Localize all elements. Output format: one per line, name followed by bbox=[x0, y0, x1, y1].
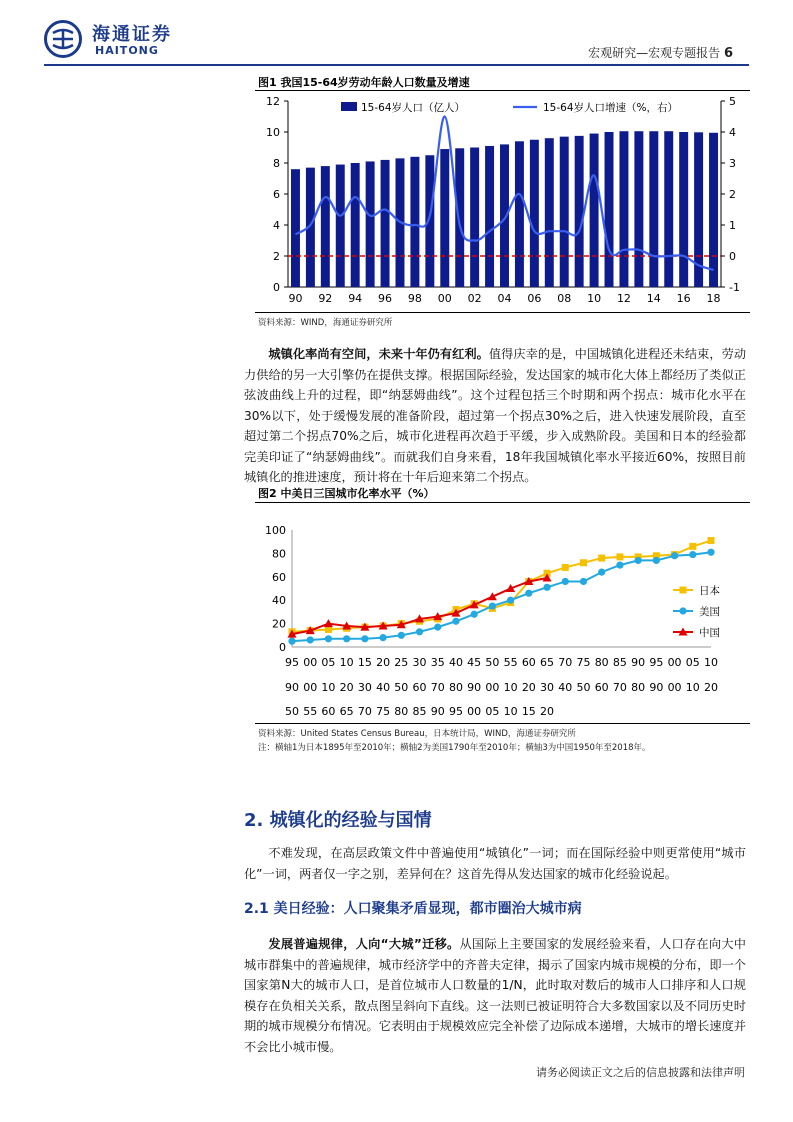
legend-line-label: 15-64岁人口增速（%，右） bbox=[543, 102, 678, 114]
series-marker-0 bbox=[562, 564, 569, 571]
figure2-top-rule bbox=[255, 502, 750, 503]
figure2-note: 注：横轴1为日本1895年至2010年；横轴2为美国1790年至2010年；横轴3为中国1950年至2018年。 bbox=[258, 743, 651, 753]
x-axis3-label: 75 bbox=[376, 705, 391, 718]
series-marker-0 bbox=[708, 537, 715, 544]
x-axis1-label: 70 bbox=[558, 656, 573, 669]
series-marker-1 bbox=[416, 628, 423, 635]
x-axis2-label: 00 bbox=[667, 681, 682, 694]
x-axis1-label: 35 bbox=[430, 656, 445, 669]
y-tick-label: 40 bbox=[272, 594, 286, 608]
right-tick-label: 3 bbox=[729, 157, 736, 170]
x-axis2-label: 00 bbox=[303, 681, 318, 694]
x-axis1-label: 40 bbox=[448, 656, 463, 669]
figure2-chart bbox=[255, 504, 750, 722]
legend-bar-label: 15-64岁人口（亿人） bbox=[361, 102, 466, 114]
series-marker-1 bbox=[452, 618, 459, 625]
bar-population bbox=[590, 134, 599, 287]
x-tick-label: 10 bbox=[587, 292, 602, 305]
header-report-type bbox=[588, 44, 733, 61]
legend-marker-0 bbox=[680, 587, 687, 594]
x-axis2-label: 30 bbox=[357, 681, 372, 694]
x-axis1-label: 50 bbox=[485, 656, 500, 669]
x-axis2-label: 80 bbox=[448, 681, 463, 694]
bar-population bbox=[605, 132, 614, 287]
section2-intro: 不难发现，在高层政策文件中普遍使用“城镇化”一词；而在国际经验中则更常使用“城市化”一词，两者仅一字之别，差异何在？这首先得从发达国家的城市化经验说起。 bbox=[244, 846, 746, 881]
series-marker-1 bbox=[580, 578, 587, 585]
x-tick-label: 14 bbox=[646, 292, 661, 305]
bar-population bbox=[515, 141, 524, 287]
x-axis1-label: 15 bbox=[357, 656, 372, 669]
x-axis3-label: 50 bbox=[285, 705, 299, 718]
series-marker-1 bbox=[288, 638, 295, 645]
x-tick-label: 96 bbox=[378, 292, 393, 305]
x-axis1-label: 10 bbox=[704, 656, 718, 669]
x-axis1-label: 05 bbox=[321, 656, 336, 669]
series-marker-1 bbox=[343, 635, 350, 642]
figure2-source: 资料来源：United States Census Bureau，日本统计局，WIND，海通证券研究所 bbox=[258, 729, 576, 739]
y-tick-label: 0 bbox=[279, 641, 286, 654]
series-marker-1 bbox=[398, 632, 405, 639]
series-line-0 bbox=[292, 541, 711, 632]
bar-population bbox=[410, 157, 419, 287]
series-marker-1 bbox=[471, 611, 478, 618]
x-axis1-label: 20 bbox=[376, 656, 391, 669]
x-axis1-label: 90 bbox=[631, 656, 646, 669]
bar-population bbox=[545, 138, 554, 287]
x-axis3-label: 90 bbox=[430, 705, 445, 718]
series-marker-1 bbox=[671, 552, 678, 559]
x-axis3-label: 60 bbox=[321, 705, 336, 718]
series-marker-1 bbox=[653, 557, 660, 564]
right-tick-label: 0 bbox=[729, 250, 736, 263]
right-tick-label: 5 bbox=[729, 95, 736, 108]
bar-population bbox=[336, 165, 345, 287]
section2-title: 城镇化的经验与国情 bbox=[269, 810, 432, 831]
bar-population bbox=[619, 131, 628, 287]
x-axis2-label: 10 bbox=[321, 681, 336, 694]
x-axis2-label: 00 bbox=[485, 681, 500, 694]
x-tick-label: 02 bbox=[467, 292, 482, 305]
series-marker-0 bbox=[616, 553, 623, 560]
figure1-title: 图1 我国15-64岁劳动年龄人口数量及增速 bbox=[258, 76, 470, 89]
x-tick-label: 06 bbox=[527, 292, 542, 305]
bar-population bbox=[530, 140, 539, 287]
x-axis1-label: 75 bbox=[576, 656, 591, 669]
bar-population bbox=[470, 148, 479, 288]
y-tick-label: 100 bbox=[265, 524, 286, 537]
section21-heading: 2.1 美日经验：人口聚集矛盾显现，都市圈治大城市病 bbox=[244, 901, 582, 917]
paragraph-zipf bbox=[244, 934, 746, 1057]
x-tick-label: 00 bbox=[437, 292, 452, 305]
x-axis2-label: 90 bbox=[285, 681, 299, 694]
bar-population bbox=[649, 131, 658, 287]
x-axis3-label: 95 bbox=[448, 705, 463, 718]
x-axis2-label: 70 bbox=[430, 681, 445, 694]
series-marker-1 bbox=[562, 578, 569, 585]
x-tick-label: 18 bbox=[706, 292, 721, 305]
left-tick-label: 0 bbox=[273, 281, 280, 294]
series-marker-1 bbox=[616, 562, 623, 569]
legend-label-0: 日本 bbox=[699, 585, 720, 597]
x-axis2-label: 20 bbox=[339, 681, 354, 694]
series-marker-1 bbox=[434, 624, 441, 631]
left-tick-label: 8 bbox=[273, 157, 280, 170]
section2-heading bbox=[244, 806, 432, 832]
series-marker-1 bbox=[379, 634, 386, 641]
x-axis3-label: 05 bbox=[485, 705, 500, 718]
x-axis2-label: 90 bbox=[649, 681, 664, 694]
left-tick-label: 6 bbox=[273, 188, 280, 201]
x-axis2-label: 20 bbox=[704, 681, 718, 694]
figure1-bottom-rule bbox=[255, 312, 750, 313]
figure1-chart bbox=[255, 92, 750, 312]
bar-population bbox=[381, 160, 390, 287]
x-axis2-label: 90 bbox=[467, 681, 482, 694]
page-number: 6 bbox=[723, 46, 733, 61]
bar-population bbox=[425, 155, 434, 287]
x-axis2-label: 10 bbox=[503, 681, 518, 694]
x-axis2-label: 60 bbox=[594, 681, 609, 694]
series-marker-1 bbox=[307, 636, 314, 643]
logo-text-cn: 海通证券 bbox=[92, 24, 172, 45]
series-marker-1 bbox=[598, 569, 605, 576]
series-marker-1 bbox=[525, 590, 532, 597]
legend-bar-swatch bbox=[341, 102, 357, 111]
paragraph-urbanization-lead: 城镇化率尚有空间，未来十年仍有红利。 bbox=[268, 347, 489, 361]
x-axis2-label: 10 bbox=[685, 681, 700, 694]
y-tick-label: 20 bbox=[272, 617, 286, 631]
x-axis3-label: 85 bbox=[412, 705, 427, 718]
paragraph-urbanization-body: 值得庆幸的是，中国城镇化进程还未结束，劳动力供给的另一大引擎仍在提供支撑。根据国际经验，发达国家的城市化大体上都经历了类似正弦波曲线上升的过程，即“纳瑟姆曲线”。这个过程包括三个时期和两个拐点：城市化水平在30%以下，处于缓慢发展的准备阶段，超过第一个拐点30%之后，进入快速发展阶段，直至超过第二个拐点70%之后，城市化进程再次趋于平缓，步入成熟阶段。美国和日本的经验都完美印证了“纳瑟姆曲线”。而就我们自身来看，18年我国城镇化率水平接近60%，按照目前城镇化的推进速度，预计将在十年后迎来第二个拐点。 bbox=[244, 347, 747, 484]
report-type: 宏观研究—宏观专题报告 bbox=[588, 46, 721, 60]
x-axis1-label: 30 bbox=[412, 656, 427, 669]
x-axis2-label: 50 bbox=[576, 681, 591, 694]
x-tick-label: 04 bbox=[497, 292, 512, 305]
x-tick-label: 08 bbox=[557, 292, 572, 305]
figure2-bottom-rule bbox=[255, 723, 750, 724]
left-tick-label: 10 bbox=[266, 126, 280, 139]
bar-population bbox=[634, 131, 643, 287]
logo-mark-icon bbox=[47, 23, 79, 55]
series-marker-1 bbox=[507, 597, 514, 604]
right-tick-label: 1 bbox=[729, 219, 736, 232]
series-marker-1 bbox=[543, 584, 550, 591]
bar-population bbox=[664, 131, 673, 287]
x-axis3-label: 15 bbox=[521, 705, 536, 718]
x-axis2-label: 80 bbox=[631, 681, 646, 694]
legend-label-1: 美国 bbox=[699, 606, 720, 618]
paragraph-zipf-body: 从国际上主要国家的发展经验来看，人口存在向大中城市群集中的普遍规律，城市经济学中的齐普夫定律，揭示了国家内城市规模的分布，即一个国家第N大的城市人口，是首位城市人口数量的1/N，此时取对数后的城市人口排序和人口规模存在负相关关系，散点图呈斜向下直线。这一法则已被证明符合大多数国家以及不同历史时期的城市规模分布情况。它表明由于规模效应完全补偿了边际成本递增，大城市的增长速度并不会比小城市慢。 bbox=[244, 937, 746, 1054]
series-marker-1 bbox=[361, 635, 368, 642]
series-marker-1 bbox=[489, 602, 496, 609]
header-rule bbox=[44, 64, 749, 66]
figure1-top-rule bbox=[255, 90, 750, 91]
x-axis3-label: 00 bbox=[467, 705, 482, 718]
bar-population bbox=[679, 132, 688, 287]
x-axis1-label: 00 bbox=[303, 656, 318, 669]
x-tick-label: 12 bbox=[616, 292, 631, 305]
right-tick-label: -1 bbox=[729, 281, 740, 294]
x-axis3-label: 70 bbox=[357, 705, 372, 718]
footer-disclaimer: 请务必阅读正文之后的信息披露和法律声明 bbox=[536, 1066, 745, 1079]
section2-number: 2. bbox=[244, 810, 264, 831]
x-axis2-label: 40 bbox=[558, 681, 573, 694]
x-tick-label: 16 bbox=[676, 292, 691, 305]
bar-population bbox=[575, 136, 584, 287]
legend-marker-1 bbox=[679, 607, 686, 614]
series-marker-0 bbox=[580, 559, 587, 566]
x-axis2-label: 30 bbox=[540, 681, 555, 694]
left-tick-label: 2 bbox=[273, 250, 280, 263]
x-axis1-label: 45 bbox=[467, 656, 482, 669]
x-axis1-label: 00 bbox=[667, 656, 682, 669]
x-axis2-label: 20 bbox=[521, 681, 536, 694]
x-axis1-label: 25 bbox=[394, 656, 409, 669]
paragraph-zipf-lead: 发展普遍规律，人向“大城”迁移。 bbox=[268, 937, 460, 951]
x-axis1-label: 05 bbox=[685, 656, 700, 669]
series-marker-1 bbox=[689, 551, 696, 558]
bar-population bbox=[440, 149, 449, 287]
x-axis1-label: 10 bbox=[339, 656, 354, 669]
bar-population bbox=[321, 166, 330, 287]
x-axis3-label: 65 bbox=[339, 705, 354, 718]
bar-population bbox=[455, 148, 464, 287]
bar-population bbox=[560, 137, 569, 287]
paragraph-urbanization bbox=[244, 344, 746, 488]
legend-label-2: 中国 bbox=[699, 627, 720, 639]
x-axis1-label: 65 bbox=[540, 656, 555, 669]
x-tick-label: 94 bbox=[348, 292, 363, 305]
bar-population bbox=[351, 163, 360, 287]
logo-icon bbox=[44, 20, 82, 58]
series-marker-1 bbox=[707, 549, 714, 556]
x-axis3-label: 20 bbox=[540, 705, 555, 718]
y-tick-label: 60 bbox=[272, 570, 286, 584]
bar-population bbox=[366, 161, 375, 287]
series-marker-0 bbox=[598, 555, 605, 562]
right-tick-label: 4 bbox=[729, 126, 736, 139]
y-tick-label: 80 bbox=[272, 547, 286, 561]
x-axis2-label: 70 bbox=[612, 681, 627, 694]
left-tick-label: 4 bbox=[273, 219, 280, 232]
bar-population bbox=[291, 169, 300, 287]
x-axis2-label: 60 bbox=[412, 681, 427, 694]
x-axis1-label: 55 bbox=[503, 656, 518, 669]
series-marker-1 bbox=[635, 557, 642, 564]
bar-population bbox=[485, 146, 494, 287]
x-axis1-label: 60 bbox=[521, 656, 536, 669]
x-axis2-label: 50 bbox=[394, 681, 409, 694]
logo-text-en: HAITONG bbox=[95, 44, 159, 57]
x-axis1-label: 80 bbox=[594, 656, 609, 669]
x-axis3-label: 55 bbox=[303, 705, 318, 718]
left-tick-label: 12 bbox=[266, 95, 280, 108]
x-axis2-label: 40 bbox=[376, 681, 391, 694]
figure2-title: 图2 中美日三国城市化率水平（%） bbox=[258, 487, 435, 500]
series-marker-0 bbox=[689, 543, 696, 550]
x-tick-label: 98 bbox=[407, 292, 422, 305]
x-axis1-label: 85 bbox=[612, 656, 627, 669]
x-tick-label: 92 bbox=[318, 292, 333, 305]
x-axis3-label: 80 bbox=[394, 705, 409, 718]
right-tick-label: 2 bbox=[729, 188, 736, 201]
x-axis1-label: 95 bbox=[285, 656, 299, 669]
x-tick-label: 90 bbox=[288, 292, 303, 305]
figure1-source: 资料来源：WIND，海通证券研究所 bbox=[258, 318, 393, 328]
x-axis3-label: 10 bbox=[503, 705, 518, 718]
series-marker-1 bbox=[325, 635, 332, 642]
x-axis1-label: 95 bbox=[649, 656, 664, 669]
bar-population bbox=[709, 133, 718, 287]
